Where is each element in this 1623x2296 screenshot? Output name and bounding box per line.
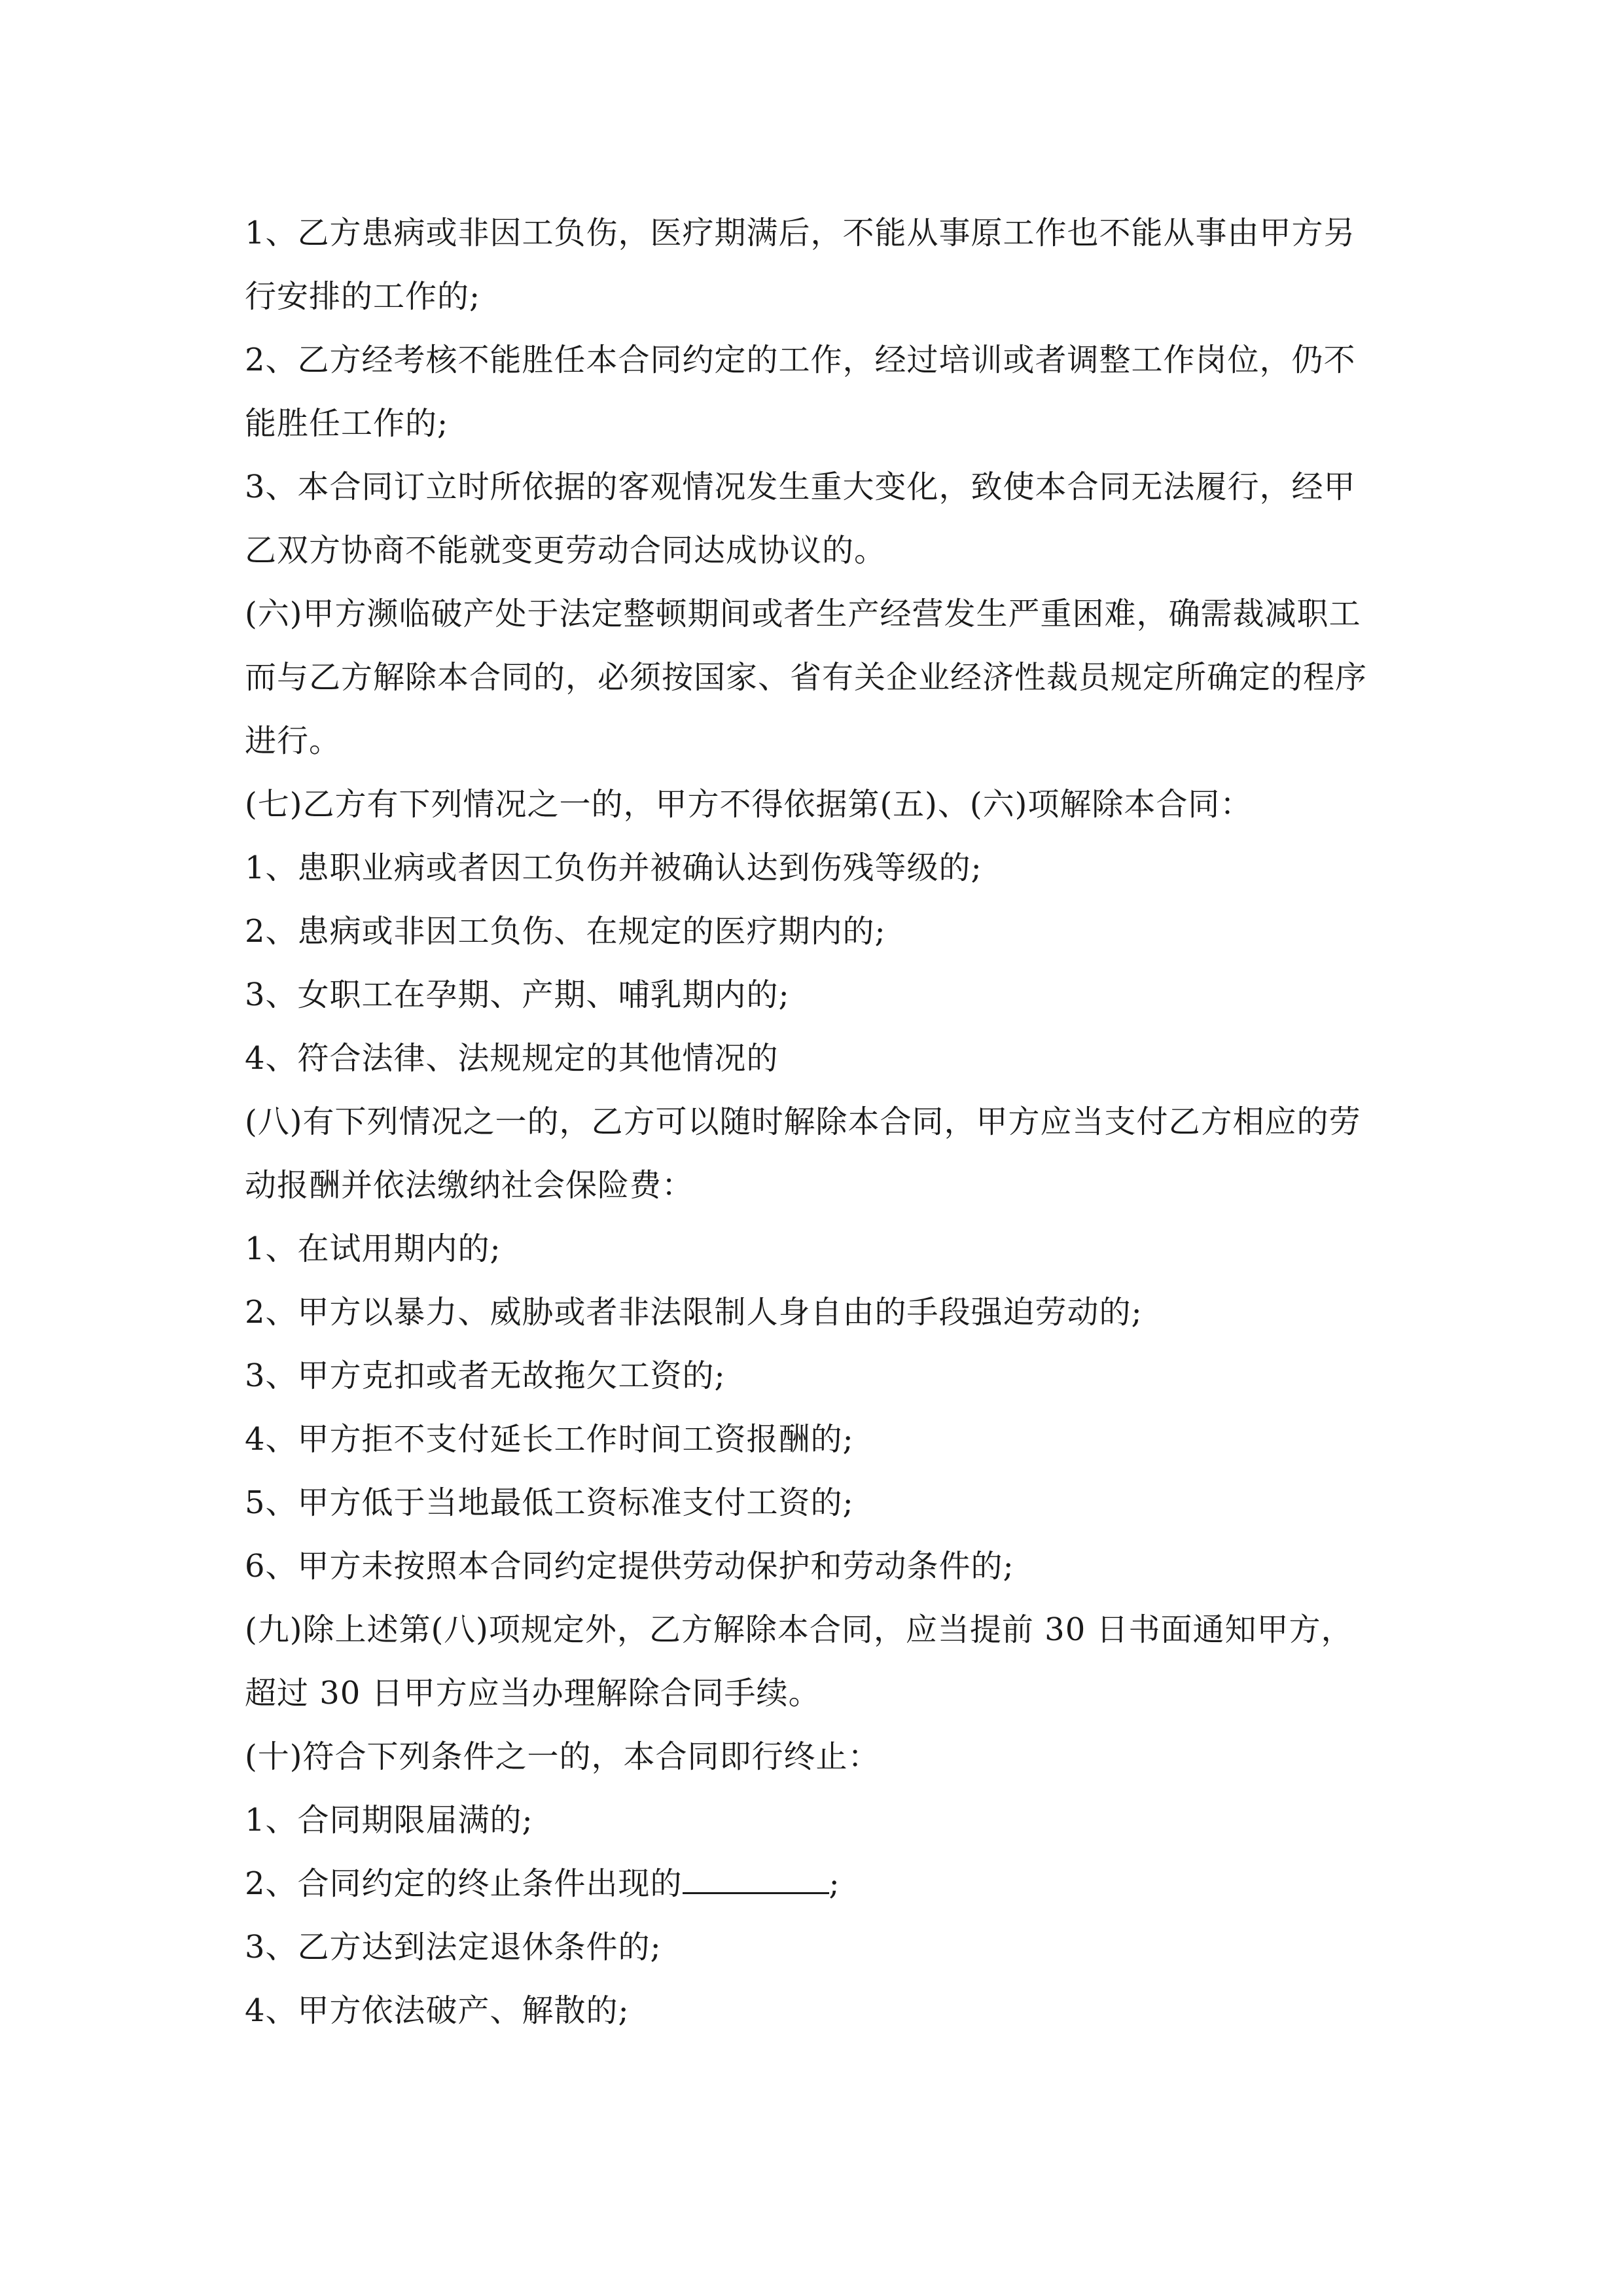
text-line: 1、合同期限届满的;	[245, 1802, 533, 1839]
text-line: 而与乙方解除本合同的，必须按国家、省有关企业经济性裁员规定所确定的程序	[245, 659, 1368, 696]
text-line: 3、乙方达到法定退休条件的;	[245, 1929, 662, 1965]
text-line: 1、在试用期内的;	[245, 1230, 501, 1267]
text-line: (七)乙方有下列情况之一的，甲方不得依据第(五)、(六)项解除本合同：	[245, 786, 1253, 823]
text-line: 6、甲方未按照本合同约定提供劳动保护和劳动条件的;	[245, 1548, 1014, 1585]
contract-text	[245, 202, 1383, 2043]
text-line: 2、乙方经考核不能胜任本合同约定的工作，经过培训或者调整工作岗位，仍不	[245, 342, 1356, 378]
fill-in-line	[245, 1852, 1383, 1916]
text-line: 行安排的工作的;	[245, 278, 481, 315]
text-line: 2、患病或非因工负伤、在规定的医疗期内的;	[245, 913, 886, 950]
text-line: 3、女职工在孕期、产期、哺乳期内的;	[245, 977, 790, 1013]
text-line: 动报酬并依法缴纳社会保险费：	[245, 1167, 694, 1204]
fill-in-prefix: 2、合同约定的终止条件出现的	[245, 1865, 683, 1902]
text-line: 3、本合同订立时所依据的客观情况发生重大变化，致使本合同无法履行，经甲	[245, 469, 1356, 505]
text-line: 5、甲方低于当地最低工资标准支付工资的;	[245, 1484, 854, 1521]
fill-in-blank[interactable]	[683, 1854, 829, 1894]
text-line: 4、符合法律、法规规定的其他情况的	[245, 1040, 779, 1077]
text-line: 能胜任工作的;	[245, 405, 449, 442]
text-line: (九)除上述第(八)项规定外，乙方解除本合同，应当提前 30 日书面通知甲方，	[245, 1611, 1353, 1648]
text-line: (八)有下列情况之一的，乙方可以随时解除本合同，甲方应当支付乙方相应的劳	[245, 1103, 1361, 1140]
text-line: 1、乙方患病或非因工负伤，医疗期满后，不能从事原工作也不能从事由甲方另	[245, 215, 1356, 251]
text-line: 2、甲方以暴力、威胁或者非法限制人身自由的手段强迫劳动的;	[245, 1294, 1143, 1331]
text-line: (六)甲方濒临破产处于法定整顿期间或者生产经营发生严重困难，确需裁减职工	[245, 596, 1361, 632]
fill-in-suffix: ;	[829, 1865, 840, 1902]
text-line: 4、甲方拒不支付延长工作时间工资报酬的;	[245, 1421, 854, 1458]
text-line: 进行。	[245, 723, 342, 759]
text-line: (十)符合下列条件之一的，本合同即行终止：	[245, 1738, 880, 1775]
text-line: 超过 30 日甲方应当办理解除合同手续。	[245, 1675, 821, 1712]
text-line: 1、患职业病或者因工负伤并被确认达到伤残等级的;	[245, 850, 982, 886]
text-line: 4、甲方依法破产、解散的;	[245, 1992, 630, 2029]
text-line: 乙双方协商不能就变更劳动合同达成协议的。	[245, 532, 887, 569]
text-line: 3、甲方克扣或者无故拖欠工资的;	[245, 1357, 726, 1394]
